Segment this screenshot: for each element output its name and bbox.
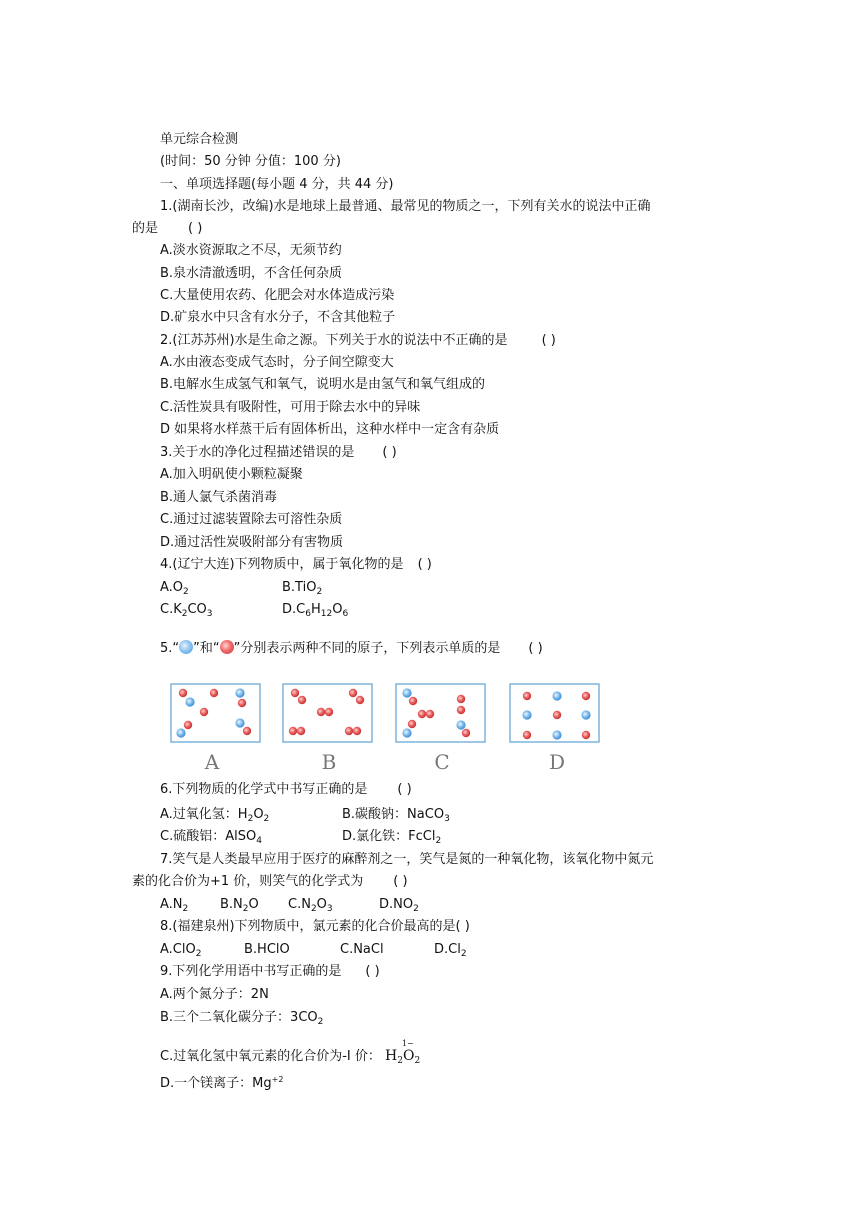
q9-option-c [160, 1039, 421, 1066]
q9-option-b-sub: 2 [317, 1017, 324, 1027]
q5-stem-a: 5.“ [160, 641, 180, 656]
q7-option-a [160, 897, 188, 912]
q3-option-a: A.加入明矾使小颗粒凝聚 [160, 467, 303, 482]
blue-atom-icon [179, 640, 193, 654]
q8-stem: 8.(福建泉州)下列物质中，氯元素的化合价最高的是( ) [160, 919, 470, 934]
q6-option-b-sub: 3 [444, 814, 450, 824]
q1-stem-cont [132, 220, 202, 238]
q9-option-c-text: C.过氧化氢中氧元素的化合价为-I 价： [160, 1049, 381, 1064]
q9-answer-blank: ( ) [365, 964, 380, 979]
q8-option-d [434, 941, 467, 959]
q6-option-a-sub1: 2 [247, 814, 254, 824]
q7-stem-end: 素的化合价为+1 价，则笑气的化学式为 [132, 874, 364, 889]
q6-option-b [342, 806, 450, 824]
q4-option-d [282, 601, 348, 619]
page-title: 单元综合检测 [160, 132, 239, 147]
q9-option-d [160, 1075, 283, 1093]
q6-options-row2 [160, 828, 442, 846]
q4-option-d-sub1: 6 [305, 609, 311, 619]
q6-option-a-text: A.过氧化氢：H [160, 807, 248, 822]
q5-label-a: A [204, 750, 220, 774]
q4-option-c-text2: CO [187, 602, 207, 617]
q5-label-c: C [434, 750, 450, 774]
q9-option-c-formula [385, 1039, 421, 1066]
q7-answer-blank: ( ) [393, 874, 408, 889]
q4-option-d-sub2: 12 [320, 609, 333, 619]
q8-option-d-text: D.Cl [434, 942, 461, 957]
q5-stem [160, 640, 543, 658]
q3-option-c: C.通过过滤装置除去可溶性杂质 [160, 512, 343, 527]
q6-option-c-text: C.硫酸铝：AlSO [160, 829, 257, 844]
q9-formula-valence: 1− [401, 1039, 414, 1048]
exam-info: (时间：50 分钟 分值：100 分) [160, 154, 341, 169]
q7-option-c-text: C.N [288, 897, 311, 912]
q8-option-b: B.HClO [244, 942, 290, 957]
q9-formula-h-sub: 2 [397, 1056, 403, 1066]
q1-answer-blank: ( ) [188, 221, 203, 236]
q6-stem-text: 6.下列物质的化学式中书写正确的是 [160, 782, 368, 797]
q2-option-a: A.水由液态变成气态时，分子间空隙变大 [160, 355, 394, 370]
q9-option-a: A.两个氮分子：2N [160, 987, 269, 1002]
q7-option-d [379, 896, 419, 914]
q4-option-a-sub: 2 [183, 587, 189, 597]
q8-option-a-text: A.ClO [160, 942, 196, 957]
q2-option-c: C.活性炭具有吸附性，可用于除去水中的异味 [160, 400, 421, 415]
q4-option-c [160, 602, 213, 617]
q3-answer-blank: ( ) [382, 445, 397, 460]
q7-option-b-sub: 2 [242, 904, 249, 914]
q2-option-d: D 如果将水样蒸干后有固体析出，这种水样中一定含有杂质 [160, 422, 500, 437]
q8-option-a [160, 942, 201, 957]
q5-label-d: D [548, 750, 566, 774]
q1-option-c: C.大量使用农药、化肥会对水体造成污染 [160, 288, 395, 303]
q3-stem [160, 444, 397, 462]
q4-option-d-sub3: 6 [342, 609, 349, 619]
q4-option-a-text: A.O [160, 580, 184, 595]
q7-option-c-sub2: 3 [326, 904, 333, 914]
q7-option-b-text: B.N [220, 897, 243, 912]
q3-stem-text: 3.关于水的净化过程描述错误的是 [160, 445, 355, 460]
q5-box-b [283, 684, 372, 742]
q6-option-a-text2: O [253, 807, 264, 822]
q6-option-c-sub: 4 [256, 836, 262, 846]
q5-label-b: B [321, 750, 337, 774]
q9-option-b [160, 1009, 323, 1027]
q8-options [160, 941, 467, 959]
q7-option-c-text2: O [316, 897, 327, 912]
q7-option-a-sub: 2 [182, 904, 189, 914]
q2-stem [160, 332, 556, 350]
q4-option-c-sub2: 3 [206, 609, 213, 619]
q6-option-b-text: B.碳酸钠：NaCO [342, 807, 445, 822]
q5-answer-blank: ( ) [528, 641, 543, 656]
q4-stem [160, 556, 432, 574]
q5-stem-b: ”和“ [193, 641, 220, 656]
q6-option-a-sub2: 2 [263, 814, 270, 824]
q9-option-d-sup: +2 [271, 1075, 284, 1084]
q4-option-b-text: B.TiO [282, 580, 317, 595]
q9-option-b-text: B.三个二氧化碳分子：3CO [160, 1010, 318, 1025]
q6-option-d [342, 828, 441, 846]
q8-option-d-sub: 2 [460, 949, 467, 959]
q6-option-d-sub: 2 [435, 836, 442, 846]
q7-option-c-sub1: 2 [310, 904, 317, 914]
q9-formula-o-sub: 2 [414, 1056, 421, 1066]
q9-stem [160, 963, 380, 981]
q6-option-c [160, 829, 262, 844]
q7-option-c [288, 896, 333, 914]
q2-answer-blank: ( ) [541, 333, 556, 348]
q4-option-c-sub1: 2 [181, 609, 188, 619]
q6-options-row1 [160, 806, 450, 824]
q9-option-d-text: D.一个镁离子：Mg [160, 1076, 272, 1091]
q7-option-d-text: D.NO [379, 897, 414, 912]
q7-options [160, 896, 419, 914]
q2-option-b: B.电解水生成氢气和氧气，说明水是由氢气和氧气组成的 [160, 377, 486, 392]
q1-option-a: A.淡水资源取之不尽，无须节约 [160, 243, 342, 258]
q4-option-d-text: D.C [282, 602, 306, 617]
q8-option-c: C.NaCl [340, 942, 384, 957]
q7-stem: 7.笑气是人类最早应用于医疗的麻醉剂之一，笑气是氮的一种氧化物，该氧化物中氮元 [160, 852, 654, 867]
q3-option-d: D.通过活性炭吸附部分有害物质 [160, 535, 344, 550]
q9-formula-h: H [385, 1048, 398, 1064]
q6-option-d-text: D.氯化铁：FcCl [342, 829, 436, 844]
q4-answer-blank: ( ) [417, 557, 432, 572]
q5-box-a [171, 684, 260, 742]
q4-option-d-text3: O [332, 602, 343, 617]
q1-option-d: D.矿泉水中只含有水分子，不含其他粒子 [160, 310, 396, 325]
q9-stem-text: 9.下列化学用语中书写正确的是 [160, 964, 342, 979]
q7-stem-cont [132, 873, 408, 891]
q6-answer-blank: ( ) [397, 782, 412, 797]
q4-options-row2 [160, 601, 349, 619]
q7-option-b [220, 896, 259, 914]
q4-options-row1 [160, 579, 323, 597]
q4-option-a [160, 580, 189, 595]
q4-stem-text: 4.(辽宁大连)下列物质中，属于氧化物的是 [160, 557, 404, 572]
q4-option-d-text2: H [310, 602, 321, 617]
q7-option-a-text: A.N [160, 897, 183, 912]
q5-box-c [396, 684, 485, 742]
q1-stem: 1.(湖南长沙，改编)水是地球上最普通、最常见的物质之一，下列有关水的说法中正确 [160, 199, 651, 214]
red-atom-icon [220, 640, 234, 654]
q1-option-b: B.泉水清澈透明，不含任何杂质 [160, 266, 343, 281]
q6-stem [160, 781, 412, 799]
q8-option-a-sub: 2 [195, 949, 202, 959]
q7-option-b-text2: O [248, 897, 259, 912]
q5-stem-c: ”分别表示两种不同的原子，下列表示单质的是 [233, 641, 501, 656]
q5-figure [166, 680, 606, 776]
q5-box-d [510, 684, 599, 742]
q2-stem-text: 2.(江苏苏州)水是生命之源。下列关于水的说法中不正确的是 [160, 333, 508, 348]
q4-option-b [282, 579, 322, 597]
q6-option-a [160, 807, 269, 822]
q4-option-c-text: C.K [160, 602, 182, 617]
q7-option-d-sub: 2 [413, 904, 419, 914]
q9-formula-o-text: O [402, 1048, 415, 1064]
section-heading: 一、单项选择题(每小题 4 分，共 44 分) [160, 177, 394, 192]
q1-stem-end: 的是 [132, 221, 159, 236]
q4-option-b-sub: 2 [316, 587, 323, 597]
q9-formula-o [401, 1039, 415, 1065]
q3-option-b: B.通人氯气杀菌消毒 [160, 490, 278, 505]
